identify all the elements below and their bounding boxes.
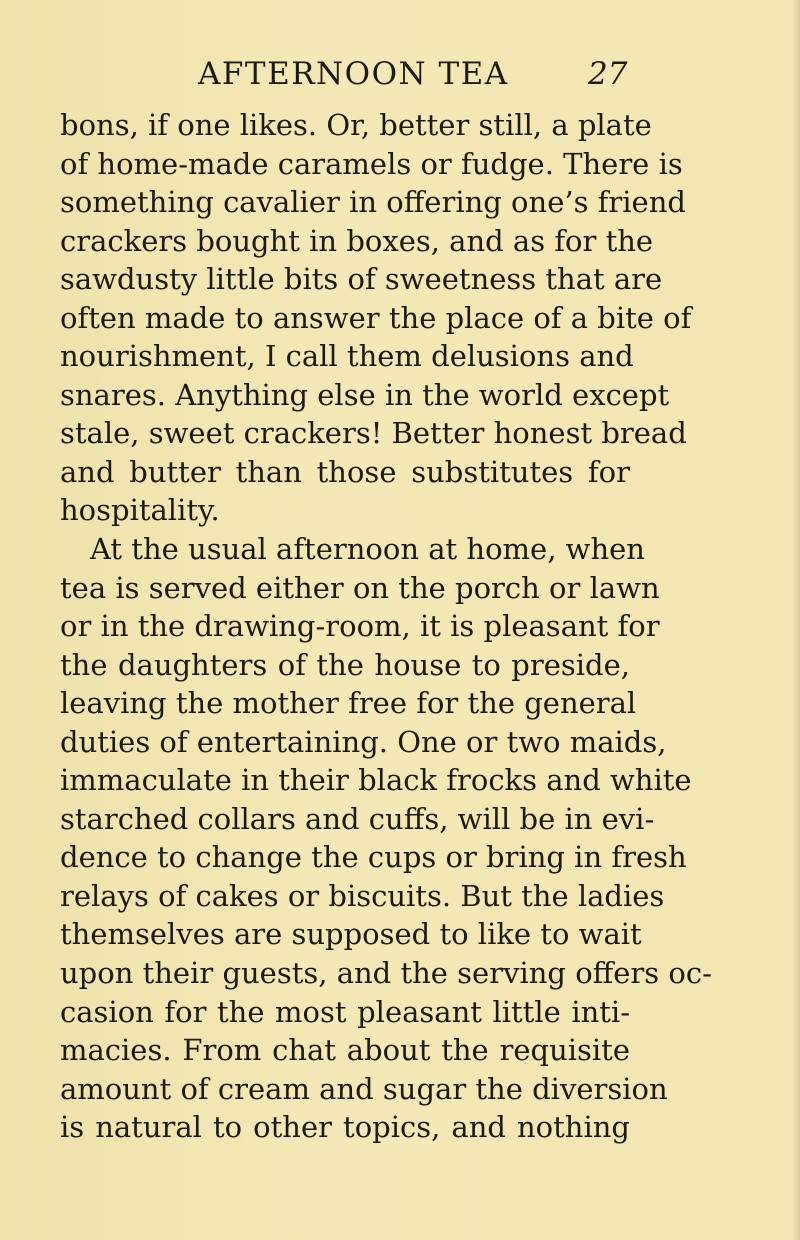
text-line: immaculate in their black frocks and white bbox=[60, 763, 692, 798]
text-line: is natural to other topics, and nothing bbox=[60, 1110, 630, 1145]
text-line: of home-made caramels or fudge. There is bbox=[60, 146, 683, 181]
text-line: stale, sweet crackers! Better honest bread bbox=[60, 416, 687, 451]
text-line: the daughters of the house to preside, bbox=[60, 647, 630, 682]
body-text bbox=[60, 106, 712, 1147]
text-line: or in the drawing-room, it is pleasant for bbox=[60, 609, 660, 644]
text-line: leaving the mother free for the general bbox=[60, 686, 637, 721]
text-line: upon their guests, and the serving offers oc- bbox=[60, 956, 712, 991]
text-line: tea is served either on the porch or lawn bbox=[60, 570, 660, 605]
text-line: macies. From chat about the requisite bbox=[60, 1033, 630, 1068]
text-line: crackers bought in boxes, and as for the bbox=[60, 223, 654, 258]
running-head bbox=[0, 54, 800, 94]
text-line: sawdusty little bits of sweetness that are bbox=[60, 262, 663, 297]
text-line: themselves are supposed to like to wait bbox=[60, 917, 642, 952]
text-line: hospitality. bbox=[60, 493, 220, 528]
text-line: bons, if one likes. Or, better still, a plate bbox=[60, 108, 652, 142]
page-title: AFTERNOON TEA bbox=[198, 56, 509, 92]
text-line: often made to answer the place of a bite of bbox=[60, 300, 692, 335]
text-line: dence to change the cups or bring in fresh bbox=[60, 840, 687, 875]
text-line: relays of cakes or biscuits. But the ladies bbox=[60, 878, 665, 913]
text-line: casion for the most pleasant little inti- bbox=[60, 994, 630, 1029]
page-edge-shadow bbox=[792, 0, 800, 1240]
text-line: amount of cream and sugar the diversion bbox=[60, 1071, 668, 1106]
text-line: something cavalier in offering one’s friend bbox=[60, 185, 686, 220]
text-line: At the usual afternoon at home, when bbox=[90, 532, 645, 567]
page-number: 27 bbox=[588, 56, 628, 92]
text-line: snares. Anything else in the world except bbox=[60, 377, 670, 412]
text-line: and butter than those substitutes for bbox=[60, 454, 630, 489]
text-line: starched collars and cuffs, will be in evi- bbox=[60, 801, 655, 836]
text-line: duties of entertaining. One or two maids, bbox=[60, 724, 667, 759]
text-line: nourishment, I call them delusions and bbox=[60, 339, 634, 374]
